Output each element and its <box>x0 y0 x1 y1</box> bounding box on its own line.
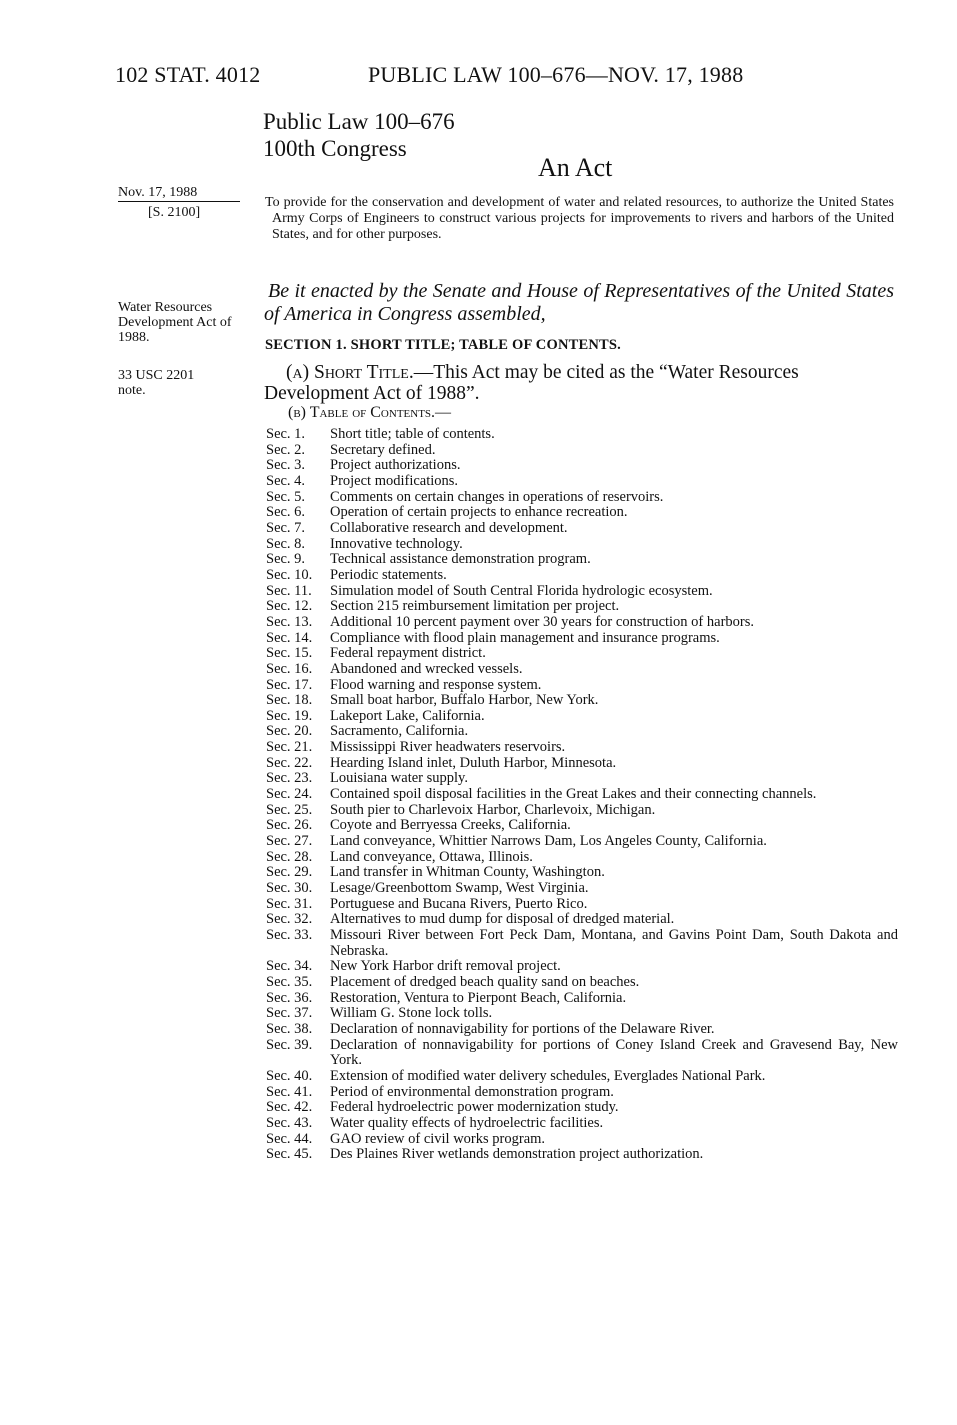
an-act-title: An Act <box>538 153 613 182</box>
section-heading: SECTION 1. SHORT TITLE; TABLE OF CONTENTS. <box>265 337 621 353</box>
toc-entry <box>266 537 898 553</box>
toc-entry-title: Mississippi River headwaters reservoirs. <box>330 739 566 756</box>
toc-entry-number: Sec. 8. <box>266 535 306 552</box>
toc-entry-number: Sec. 28. <box>266 848 313 865</box>
toc-entry <box>266 443 898 459</box>
toc-entry-title: Flood warning and response system. <box>330 676 542 693</box>
toc-entry-number: Sec. 5. <box>266 488 306 505</box>
toc-entry <box>266 1132 898 1148</box>
toc-entry-number: Sec. 30. <box>266 880 313 897</box>
toc-entry-title: Compliance with flood plain management and insurance programs. <box>330 629 720 646</box>
toc-entry-title: Periodic statements. <box>330 566 447 583</box>
toc-entry <box>266 1116 898 1132</box>
toc-entry-title: Comments on certain changes in operations of reservoirs. <box>330 488 664 505</box>
toc-entry-number: Sec. 23. <box>266 770 313 787</box>
toc-entry <box>266 724 898 740</box>
toc-entry-number: Sec. 9. <box>266 551 306 568</box>
toc-entry <box>266 1022 898 1038</box>
toc-entry-number: Sec. 37. <box>266 1005 313 1022</box>
toc-entry-title: Abandoned and wrecked vessels. <box>330 660 523 677</box>
toc-entry <box>266 474 898 490</box>
toc-entry-title: Declaration of nonnavigability for portions of the Delaware River. <box>330 1020 715 1037</box>
toc-entry-number: Sec. 38. <box>266 1020 313 1037</box>
toc-entry <box>266 850 898 866</box>
toc-entry <box>266 521 898 537</box>
toc-entry <box>266 756 898 772</box>
toc-entry-number: Sec. 22. <box>266 754 313 771</box>
toc-entry-number: Sec. 10. <box>266 566 313 583</box>
margin-note-bill: [S. 2100] <box>148 205 201 220</box>
toc-entry-number: Sec. 41. <box>266 1083 313 1100</box>
toc-entry <box>266 490 898 506</box>
toc-entry-title: Operation of certain projects to enhance recreation. <box>330 504 628 521</box>
toc-heading-dash: — <box>435 404 452 421</box>
toc-entry-title: Federal repayment district. <box>330 645 486 662</box>
toc-entry-title: Contained spoil disposal facilities in the Great Lakes and their connecting channels. <box>330 786 817 803</box>
toc-entry-number: Sec. 16. <box>266 660 313 677</box>
toc-entry <box>266 646 898 662</box>
toc-entry <box>266 615 898 631</box>
toc-entry-title: Lakeport Lake, California. <box>330 707 485 724</box>
margin-note-short-title: Water Resources Development Act of 1988. <box>118 300 232 345</box>
toc-entry <box>266 458 898 474</box>
toc-entry <box>266 631 898 647</box>
toc-entry-title: Placement of dredged beach quality sand on beaches. <box>330 973 640 990</box>
toc-entry-title: Short title; table of contents. <box>330 426 495 442</box>
toc-entry <box>266 928 898 959</box>
toc-entry-title: Coyote and Berryessa Creeks, California. <box>330 817 571 834</box>
toc-entry-number: Sec. 34. <box>266 958 313 975</box>
toc-entry-number: Sec. 1. <box>266 426 306 442</box>
toc-entry-number: Sec. 29. <box>266 864 313 881</box>
toc-entry-number: Sec. 32. <box>266 911 313 928</box>
toc-entry-title: Alternatives to mud dump for disposal of dredged material. <box>330 911 675 928</box>
toc-entry-title: Restoration, Ventura to Pierpont Beach, California. <box>330 989 627 1006</box>
toc-entry-number: Sec. 26. <box>266 817 313 834</box>
toc-entry-title: Portuguese and Bucana Rivers, Puerto Rico. <box>330 895 588 912</box>
short-title-label: (a) Short Title. <box>286 362 414 383</box>
toc-entry-title: Collaborative research and development. <box>330 519 568 536</box>
law-title-block <box>263 108 455 162</box>
toc-entry <box>266 709 898 725</box>
toc-entry-number: Sec. 43. <box>266 1114 313 1131</box>
toc-entry-number: Sec. 39. <box>266 1036 313 1053</box>
toc-entry <box>266 1069 898 1085</box>
toc-entry-title: Federal hydroelectric power modernization study. <box>330 1099 619 1116</box>
toc-entry-title: Declaration of nonnavigability for portions of Coney Island Creek and Gravesend Bay, New York. <box>330 1036 898 1069</box>
toc-entry <box>266 740 898 756</box>
toc-entry-number: Sec. 40. <box>266 1067 313 1084</box>
toc-entry <box>266 818 898 834</box>
congress-number: 100th Congress <box>263 136 407 161</box>
toc-entry-number: Sec. 11. <box>266 582 312 599</box>
toc-entry-title: Technical assistance demonstration program. <box>330 551 591 568</box>
short-title-text: —This Act may be cited as the “Water Resources Development Act of 1988”. <box>264 362 799 404</box>
toc-entry <box>266 1100 898 1116</box>
toc-entry <box>266 991 898 1007</box>
toc-entry-number: Sec. 4. <box>266 472 306 489</box>
toc-entry-title: Secretary defined. <box>330 441 436 458</box>
toc-entry-number: Sec. 12. <box>266 598 313 615</box>
toc-entry-number: Sec. 24. <box>266 786 313 803</box>
toc-entry <box>266 427 898 443</box>
toc-entry <box>266 975 898 991</box>
page-reference: 102 STAT. 4012 <box>115 62 261 87</box>
margin-note-date: Nov. 17, 1988 <box>118 185 240 202</box>
margin-note-usc: 33 USC 2201 note. <box>118 368 195 398</box>
toc-entry-number: Sec. 44. <box>266 1130 313 1147</box>
toc-entry-number: Sec. 6. <box>266 504 306 521</box>
toc-entry-number: Sec. 45. <box>266 1146 313 1163</box>
toc-entry-title: Des Plaines River wetlands demonstration project authorization. <box>330 1146 704 1163</box>
toc-entry-number: Sec. 21. <box>266 739 313 756</box>
toc-entry-number: Sec. 3. <box>266 457 306 474</box>
toc-entry <box>266 1085 898 1101</box>
toc-entry-title: Extension of modified water delivery schedules, Everglades National Park. <box>330 1067 766 1084</box>
toc-entry-number: Sec. 19. <box>266 707 313 724</box>
toc-entry-title: Small boat harbor, Buffalo Harbor, New York. <box>330 692 599 709</box>
toc-entry <box>266 959 898 975</box>
short-title-paragraph <box>264 362 894 404</box>
toc-entry-number: Sec. 27. <box>266 833 313 850</box>
toc-entry <box>266 552 898 568</box>
toc-entry <box>266 568 898 584</box>
toc-entry <box>266 599 898 615</box>
toc-entry-title: Additional 10 percent payment over 30 years for construction of harbors. <box>330 613 754 630</box>
toc-entry-title: Hearding Island inlet, Duluth Harbor, Minnesota. <box>330 754 617 771</box>
purpose-paragraph: To provide for the conservation and development of water and related resources, to authorize the United States Army Corps of Engineers to construct various projects for improvements to rivers and harbors of the United States, and for other purposes. <box>265 195 894 243</box>
toc-entry-number: Sec. 25. <box>266 801 313 818</box>
toc-entry-number: Sec. 15. <box>266 645 313 662</box>
toc-entry-title: Lesage/Greenbottom Swamp, West Virginia. <box>330 880 589 897</box>
toc-entry-number: Sec. 35. <box>266 973 313 990</box>
table-of-contents <box>266 427 898 1163</box>
toc-entry-title: Project modifications. <box>330 472 459 489</box>
toc-entry-number: Sec. 2. <box>266 441 306 458</box>
toc-entry-title: Land conveyance, Ottawa, Illinois. <box>330 848 533 865</box>
toc-entry-title: Missouri River between Fort Peck Dam, Montana, and Gavins Point Dam, South Dakota and Nebraska. <box>330 927 898 959</box>
toc-entry-number: Sec. 7. <box>266 519 306 536</box>
toc-entry <box>266 787 898 803</box>
toc-entry-title: Louisiana water supply. <box>330 770 468 787</box>
toc-entry-number: Sec. 20. <box>266 723 313 740</box>
toc-entry <box>266 1038 898 1069</box>
toc-entry-number: Sec. 18. <box>266 692 313 709</box>
toc-entry-title: William G. Stone lock tolls. <box>330 1005 493 1022</box>
toc-entry <box>266 693 898 709</box>
toc-entry-title: Project authorizations. <box>330 457 461 474</box>
toc-entry-title: Simulation model of South Central Florida hydrologic ecosystem. <box>330 582 713 599</box>
toc-entry <box>266 803 898 819</box>
toc-entry-number: Sec. 13. <box>266 613 313 630</box>
toc-heading <box>288 404 451 422</box>
toc-entry <box>266 505 898 521</box>
toc-entry-title: Innovative technology. <box>330 535 463 552</box>
toc-entry-number: Sec. 14. <box>266 629 313 646</box>
toc-entry-title: Water quality effects of hydroelectric facilities. <box>330 1114 604 1131</box>
toc-entry-number: Sec. 42. <box>266 1099 313 1116</box>
toc-entry <box>266 865 898 881</box>
toc-entry-title: Land conveyance, Whittier Narrows Dam, Los Angeles County, California. <box>330 833 767 850</box>
toc-heading-label: (b) Table of Contents. <box>288 404 436 421</box>
toc-entry <box>266 897 898 913</box>
toc-entry-number: Sec. 33. <box>266 927 313 943</box>
toc-entry-title: Section 215 reimbursement limitation per project. <box>330 598 620 615</box>
toc-entry-number: Sec. 36. <box>266 989 313 1006</box>
toc-entry-number: Sec. 17. <box>266 676 313 693</box>
toc-entry <box>266 678 898 694</box>
toc-entry-title: Land transfer in Whitman County, Washington. <box>330 864 605 881</box>
toc-entry-title: South pier to Charlevoix Harbor, Charlevoix, Michigan. <box>330 801 656 818</box>
toc-entry-title: Period of environmental demonstration program. <box>330 1083 614 1100</box>
toc-entry <box>266 881 898 897</box>
toc-entry <box>266 834 898 850</box>
toc-entry-title: New York Harbor drift removal project. <box>330 958 561 975</box>
toc-entry-title: GAO review of civil works program. <box>330 1130 546 1147</box>
toc-entry-number: Sec. 31. <box>266 895 313 912</box>
running-header: PUBLIC LAW 100–676—NOV. 17, 1988 <box>368 62 744 87</box>
public-law-number: Public Law 100–676 <box>263 109 455 134</box>
enacting-clause: Be it enacted by the Senate and House of Representatives of the United States of America in Congress assembled, <box>264 280 894 325</box>
toc-entry <box>266 1147 898 1163</box>
toc-entry <box>266 584 898 600</box>
toc-entry <box>266 771 898 787</box>
toc-entry-title: Sacramento, California. <box>330 723 469 740</box>
toc-entry <box>266 1006 898 1022</box>
toc-entry <box>266 912 898 928</box>
toc-entry <box>266 662 898 678</box>
